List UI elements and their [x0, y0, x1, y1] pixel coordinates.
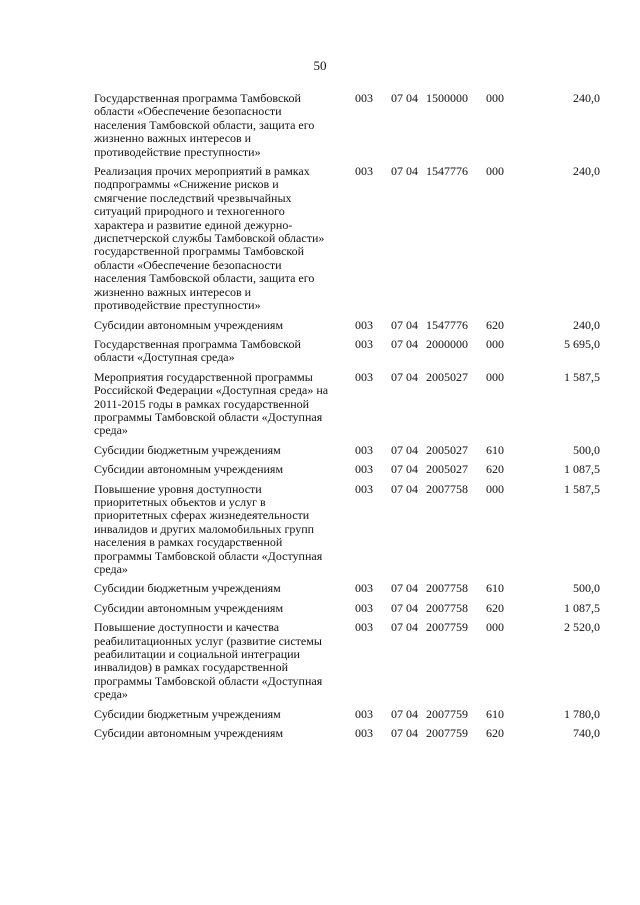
expense-type-code: 620 [486, 317, 504, 332]
row-name: Субсидии бюджетным учреждениям [94, 706, 281, 721]
amount: 240,0 [573, 164, 600, 179]
section-code: 07 04 [391, 442, 418, 457]
section-code: 07 04 [391, 317, 418, 332]
table-row [94, 92, 600, 165]
row-name: Реализация прочих мероприятий в рамках подпрограммы «Снижение рисков и смягчение последствий чрезвычайных ситуаций природного и техногенного характера и развитие единой дежурно-диспетчерской службы Тамбовской области» государственной программы Тамбовской области «Обеспечение безопасности населения Тамбовской области, защита его жизненно важных интересов и противодействие преступности» [94, 164, 325, 313]
expense-type-code: 610 [486, 442, 504, 457]
table-row [94, 483, 600, 583]
table-row [94, 602, 600, 621]
row-name: Повышение доступности и качества реабилитационных услуг (развитие системы реабилитации и социальной интеграции инвалидов) в рамках государственной программы Тамбовской области «Доступная среда» [94, 620, 323, 702]
ministry-code: 003 [355, 369, 373, 384]
target-article-code: 2007758 [426, 581, 468, 596]
row-name: Мероприятия государственной программы Российской Федерации «Доступная среда» на 2011-2015 годы в рамках государственной программы Тамбовской области «Доступная среда» [94, 369, 329, 438]
amount: 1 087,5 [564, 462, 600, 477]
ministry-code: 003 [355, 600, 373, 615]
expense-type-code: 000 [486, 164, 504, 179]
amount: 1 087,5 [564, 600, 600, 615]
section-code: 07 04 [391, 481, 418, 496]
table-row [94, 338, 600, 371]
table-row [94, 708, 600, 727]
expense-type-code: 000 [486, 91, 504, 105]
expense-type-code: 620 [486, 600, 504, 615]
table-row [94, 727, 600, 746]
target-article-code: 2005027 [426, 442, 468, 457]
target-article-code: 2007758 [426, 481, 468, 496]
target-article-code: 1500000 [426, 91, 468, 105]
ministry-code: 003 [355, 726, 373, 741]
amount: 240,0 [573, 317, 600, 332]
table-row [94, 444, 600, 463]
ministry-code: 003 [355, 442, 373, 457]
target-article-code: 2005027 [426, 462, 468, 477]
page-number: 50 [313, 58, 327, 73]
table-row [94, 463, 600, 482]
row-name: Субсидии автономным учреждениям [94, 726, 284, 741]
section-code: 07 04 [391, 581, 418, 596]
section-code: 07 04 [391, 336, 418, 351]
target-article-code: 2005027 [426, 369, 468, 384]
target-article-code: 1547776 [426, 317, 468, 332]
expense-type-code: 620 [486, 462, 504, 477]
table-row [94, 371, 600, 444]
target-article-code: 2007759 [426, 620, 468, 635]
table-row [94, 319, 600, 338]
row-name: Субсидии бюджетным учреждениям [94, 581, 281, 596]
ministry-code: 003 [355, 336, 373, 351]
section-code: 07 04 [391, 706, 418, 721]
amount: 2 520,0 [564, 620, 600, 635]
row-name: Субсидии автономным учреждениям [94, 317, 284, 332]
row-name: Субсидии автономным учреждениям [94, 600, 284, 615]
amount: 740,0 [573, 726, 600, 741]
amount: 240,0 [573, 91, 600, 105]
section-code: 07 04 [391, 726, 418, 741]
table-row [94, 165, 600, 318]
amount: 500,0 [573, 581, 600, 596]
ministry-code: 003 [355, 581, 373, 596]
ministry-code: 003 [355, 317, 373, 332]
row-name: Государственная программа Тамбовской области «Обеспечение безопасности населения Тамбовской области, защита его жизненно важных интересов и противодействие преступности» [94, 91, 315, 159]
ministry-code: 003 [355, 706, 373, 721]
ministry-code: 003 [355, 620, 373, 635]
expense-type-code: 610 [486, 706, 504, 721]
target-article-code: 1547776 [426, 164, 468, 179]
section-code: 07 04 [391, 600, 418, 615]
amount: 1 780,0 [564, 706, 600, 721]
ministry-code: 003 [355, 462, 373, 477]
amount: 500,0 [573, 442, 600, 457]
target-article-code: 2000000 [426, 336, 468, 351]
table-row [94, 582, 600, 601]
section-code: 07 04 [391, 462, 418, 477]
section-code: 07 04 [391, 620, 418, 635]
row-name: Повышение уровня доступности приоритетных объектов и услуг в приоритетных сферах жизнедеятельности инвалидов и других маломобильных групп населения в рамках государственной программы Тамбовской области «Доступная среда» [94, 481, 323, 576]
section-code: 07 04 [391, 164, 418, 179]
amount: 1 587,5 [564, 369, 600, 384]
amount: 1 587,5 [564, 481, 600, 496]
section-code: 07 04 [391, 369, 418, 384]
expense-type-code: 620 [486, 726, 504, 741]
table-row [94, 621, 600, 707]
expense-type-code: 000 [486, 336, 504, 351]
expense-type-code: 000 [486, 620, 504, 635]
row-name: Субсидии автономным учреждениям [94, 462, 284, 477]
amount: 5 695,0 [564, 336, 600, 351]
target-article-code: 2007759 [426, 726, 468, 741]
table-body [94, 92, 600, 746]
ministry-code: 003 [355, 481, 373, 496]
target-article-code: 2007759 [426, 706, 468, 721]
expense-type-code: 000 [486, 481, 504, 496]
expense-type-code: 000 [486, 369, 504, 384]
budget-table [94, 92, 600, 746]
row-name: Субсидии бюджетным учреждениям [94, 442, 281, 457]
ministry-code: 003 [355, 164, 373, 179]
ministry-code: 003 [355, 91, 373, 105]
section-code: 07 04 [391, 91, 418, 105]
target-article-code: 2007758 [426, 600, 468, 615]
row-name: Государственная программа Тамбовской области «Доступная среда» [94, 336, 301, 365]
expense-type-code: 610 [486, 581, 504, 596]
